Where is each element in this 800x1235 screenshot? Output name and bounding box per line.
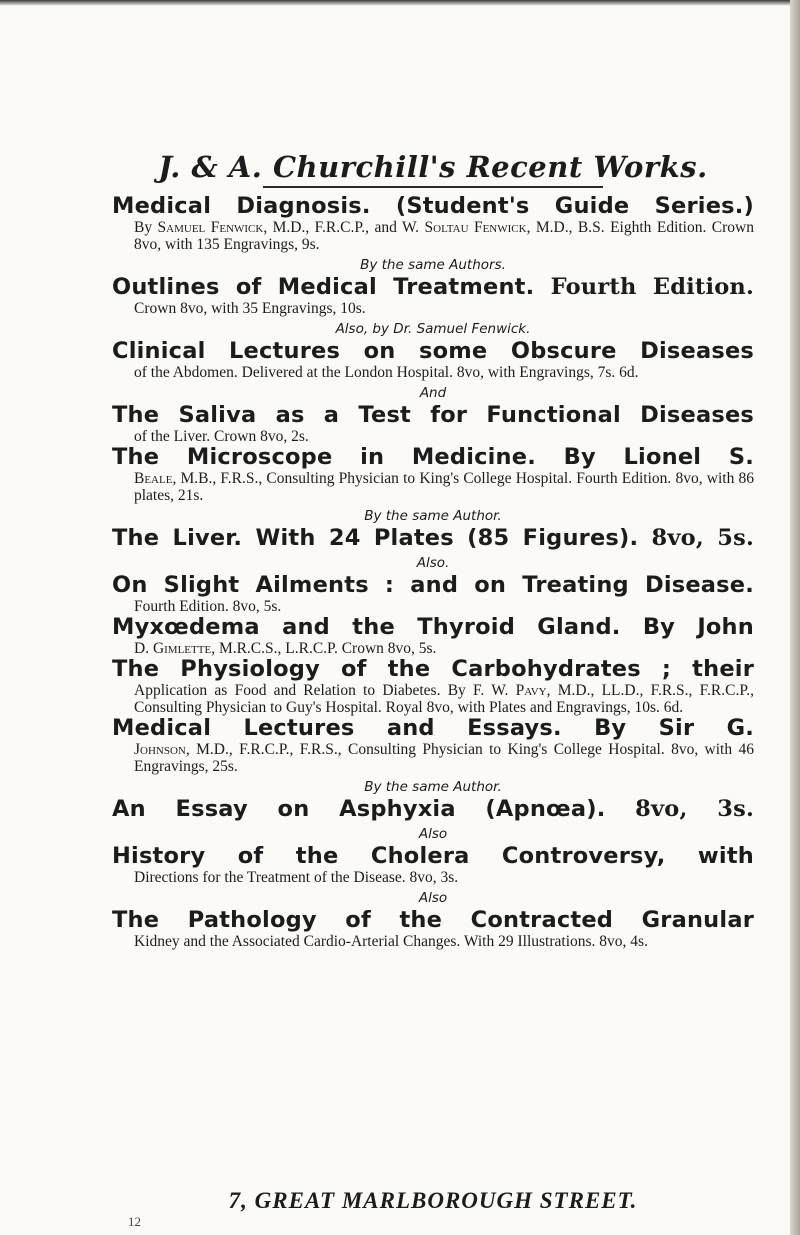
book-title-text: The Microscope in Medicine. By Lionel S.: [112, 444, 754, 470]
book-description: [112, 640, 754, 657]
entries-list: [112, 194, 754, 950]
book-title: [112, 797, 754, 822]
book-title: [112, 716, 754, 741]
running-head: J. & A. Churchill's Recent Works.: [158, 150, 708, 184]
description-text: , M.R.C.S., L.R.C.P. Crown 8vo, 5s.: [211, 640, 437, 657]
book-entry: [112, 339, 754, 381]
description-text: , M.D., B.S. Eighth Edition. Crown 8vo, with 135 Engravings, 9s.: [134, 219, 754, 253]
description-text: , M.D., LL.D., F.R.S., F.R.C.P., Consulting Physician to Guy's Hospital. Royal 8vo, with Plates and Engravings, 10s. 6d.: [134, 682, 754, 716]
book-title-text: The Liver. With 24 Plates (85 Figures).: [112, 525, 639, 551]
book-title-text: On Slight Ailments : and on Treating Disease.: [112, 572, 754, 598]
page-top-shadow: [0, 0, 800, 6]
publisher-address: 7, GREAT MARLBOROUGH STREET.: [228, 1188, 638, 1213]
book-entry: [112, 445, 754, 504]
book-entry: [112, 657, 754, 716]
author-name: Johnson: [134, 741, 186, 758]
book-title-text: History of the Cholera Controversy, with: [112, 843, 754, 869]
book-title: [112, 615, 754, 640]
section-separator: Also: [418, 890, 448, 906]
book-entry: [112, 194, 754, 253]
book-title: [112, 275, 754, 300]
author-name: Pavy: [515, 682, 547, 699]
book-description: [112, 682, 754, 716]
book-title: [112, 445, 754, 470]
head-rule: [263, 186, 603, 188]
book-entry: [112, 573, 754, 615]
book-entry: [112, 797, 754, 822]
book-title-text: Medical Diagnosis. (Student's Guide Series.): [112, 193, 754, 219]
book-title-text: The Physiology of the Carbohydrates ; their: [112, 656, 754, 682]
book-title: [112, 657, 754, 682]
book-title-text: The Pathology of the Contracted Granular: [112, 907, 754, 933]
book-title: [112, 844, 754, 869]
book-title-text: Clinical Lectures on some Obscure Diseases: [112, 338, 754, 364]
description-text: , M.D., F.R.C.P., F.R.S., Consulting Physician to King's College Hospital. 8vo, with 46 Engravings, 25s.: [134, 741, 754, 775]
book-title-detail: 8vo, 5s.: [638, 525, 754, 551]
book-title: [112, 573, 754, 598]
book-entry: [112, 275, 754, 317]
catalogue-page: [112, 150, 754, 950]
book-entry: [112, 615, 754, 657]
section-separator: Also.: [416, 555, 450, 571]
book-entry: [112, 908, 754, 950]
section-separator: And: [419, 385, 447, 401]
book-entry: [112, 403, 754, 445]
description-text: , M.B., F.R.S., Consulting Physician to King's College Hospital. Fourth Edition. 8vo, with 86 plates, 21s.: [134, 470, 754, 504]
book-description: of the Liver. Crown 8vo, 2s.: [134, 428, 309, 445]
description-text: By: [134, 219, 158, 236]
page-edge: [790, 0, 800, 1235]
book-title-text: Myxœdema and the Thyroid Gland. By John: [112, 614, 754, 640]
book-title-text: The Saliva as a Test for Functional Diseases: [112, 402, 754, 428]
book-description: [112, 470, 754, 504]
book-title-text: Outlines of Medical Treatment.: [112, 274, 535, 300]
book-title: [112, 403, 754, 428]
book-entry: [112, 526, 754, 551]
book-description: Fourth Edition. 8vo, 5s.: [134, 598, 282, 615]
section-separator: Also, by Dr. Samuel Fenwick.: [335, 321, 531, 337]
book-title-text: Medical Lectures and Essays. By Sir G.: [112, 715, 754, 741]
book-title-detail: Fourth Edition.: [534, 274, 755, 300]
section-separator: By the same Author.: [364, 508, 502, 524]
book-title: [112, 194, 754, 219]
book-title: [112, 339, 754, 364]
book-description: Directions for the Treatment of the Disease. 8vo, 3s.: [134, 869, 459, 886]
author-name: Beale: [134, 470, 173, 487]
section-separator: By the same Author.: [364, 779, 502, 795]
signature-mark: 12: [128, 1214, 141, 1229]
description-text: , M.D., F.R.C.P., and W.: [263, 219, 425, 236]
book-description: [112, 219, 754, 253]
author-name: Soltau Fenwick: [424, 219, 527, 236]
book-title-detail: 8vo, 3s.: [605, 796, 754, 822]
description-text: Application as Food and Relation to Diabetes. By F. W.: [134, 682, 516, 699]
book-description: of the Abdomen. Delivered at the London Hospital. 8vo, with Engravings, 7s. 6d.: [134, 364, 639, 381]
author-name: Gimlette: [152, 640, 212, 657]
book-entry: [112, 844, 754, 886]
book-description: [112, 741, 754, 775]
book-title: [112, 526, 754, 551]
section-separator: By the same Authors.: [360, 257, 506, 273]
book-entry: [112, 716, 754, 775]
book-description: Crown 8vo, with 35 Engravings, 10s.: [134, 300, 366, 317]
author-name: Samuel Fenwick: [157, 219, 264, 236]
description-text: D.: [134, 640, 153, 657]
book-description: Kidney and the Associated Cardio-Arterial Changes. With 29 Illustrations. 8vo, 4s.: [134, 933, 648, 950]
book-title-text: An Essay on Asphyxia (Apnœa).: [112, 796, 606, 822]
book-title: [112, 908, 754, 933]
section-separator: Also: [418, 826, 448, 842]
